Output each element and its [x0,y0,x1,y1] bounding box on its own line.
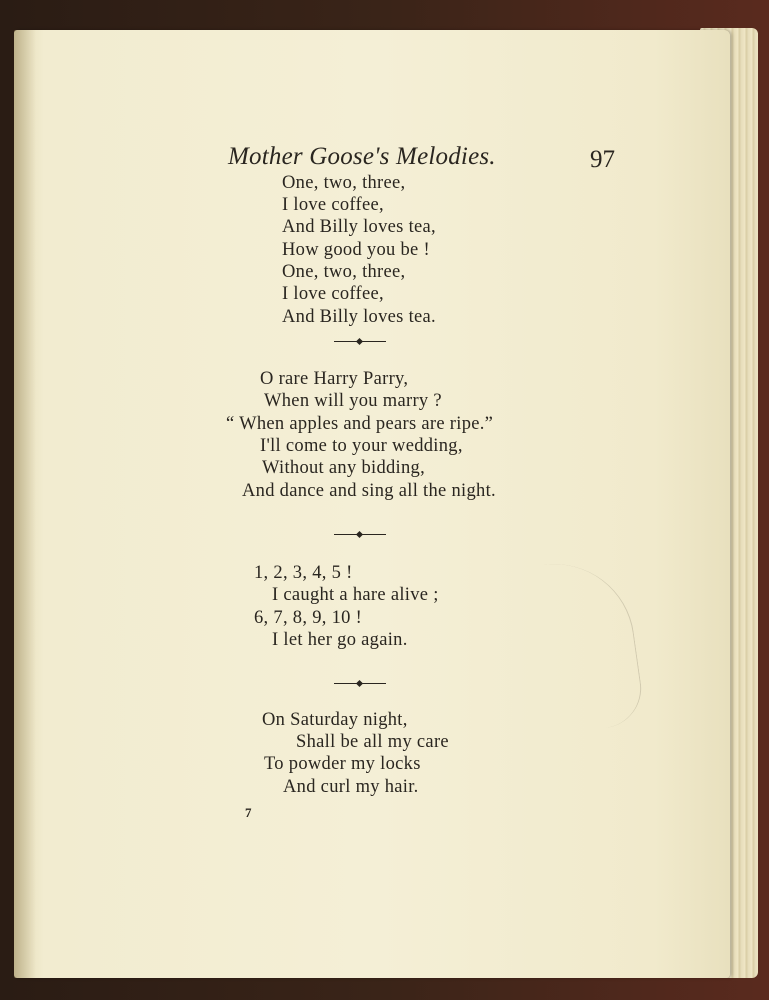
poem-line: I'll come to your wedding, [260,436,463,456]
poem-line: And curl my hair. [283,777,419,797]
poem-line: On Saturday night, [262,710,408,730]
poem-line: I let her go again. [272,630,408,650]
poem-line: One, two, three, [282,173,406,193]
poem-line: O rare Harry Parry, [260,369,409,389]
poem-line: 1, 2, 3, 4, 5 ! [254,563,353,583]
poem-line: One, two, three, [282,262,406,282]
poem-line: I love coffee, [282,284,384,304]
poem-line: Without any bidding, [262,458,426,478]
section-divider [334,341,386,342]
page-number: 97 [590,146,615,173]
poem-line: Shall be all my care [296,732,449,752]
page-stain [523,554,647,736]
poem-line: To powder my locks [264,754,421,774]
poem-line: How good you be ! [282,240,430,260]
poem-line: And Billy loves tea. [282,307,436,327]
signature-mark: 7 [245,805,252,820]
poem-line: And Billy loves tea, [282,217,436,237]
poem-line: “ When apples and pears are ripe.” [226,414,494,434]
poem-line: I caught a hare alive ; [272,585,439,605]
book-page [14,30,730,978]
section-divider [334,683,386,684]
running-head-title: Mother Goose's Melodies. [228,143,496,170]
poem-line: And dance and sing all the night. [242,481,496,501]
poem-line: When will you marry ? [264,391,442,411]
section-divider [334,534,386,535]
poem-line: 6, 7, 8, 9, 10 ! [254,608,363,628]
poem-line: I love coffee, [282,195,384,215]
